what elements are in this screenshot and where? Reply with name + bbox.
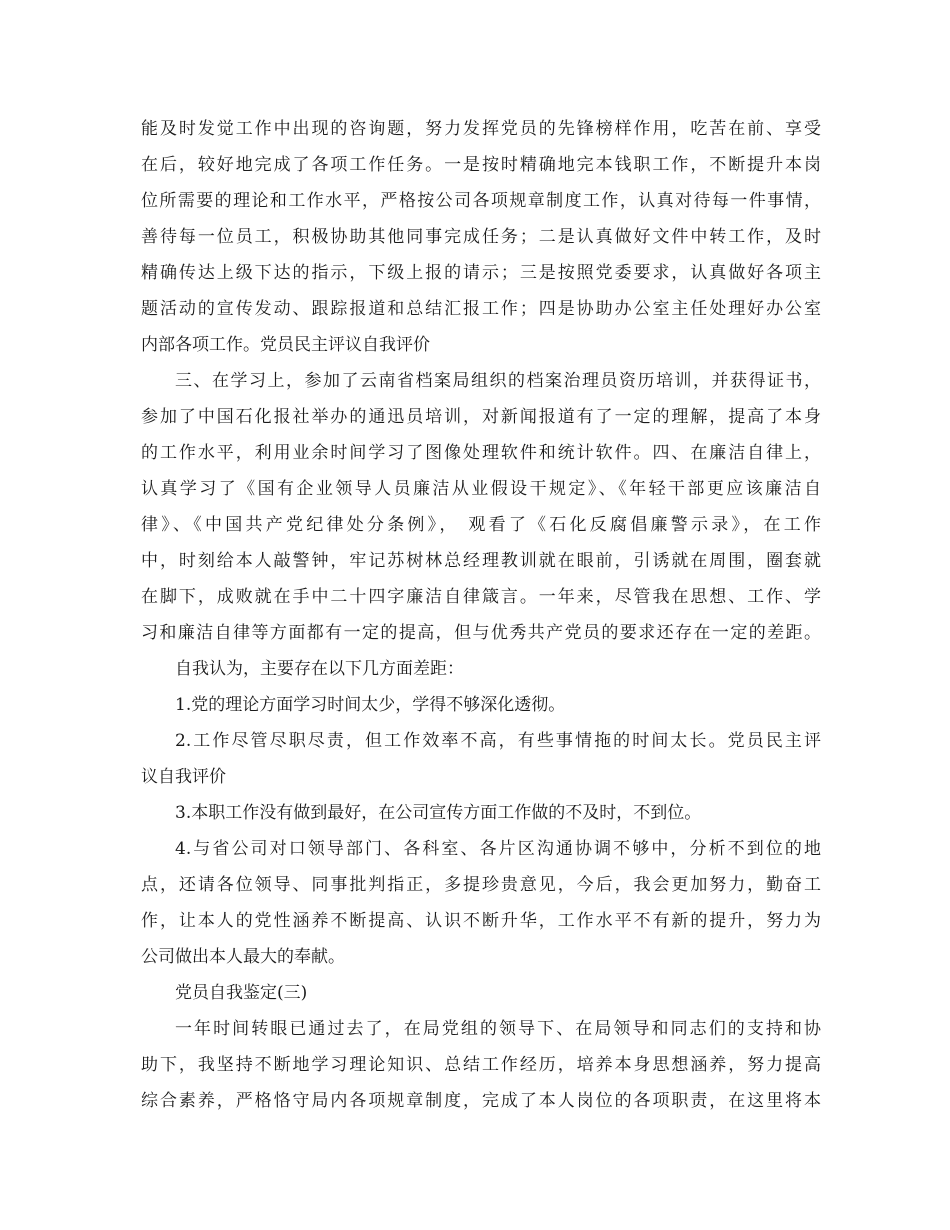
text-line: 参加了中国石化报社举办的通迅员培训，对新闻报道有了一定的理解，提高了本身 [141, 407, 821, 427]
text-line: 位所需要的理论和工作水平，严格按公司各项规章制度工作，认真对待每一件事情， [141, 191, 821, 211]
text-line: 善待每一位员工，积极协助其他同事完成任务；二是认真做好文件中转工作，及时 [141, 227, 821, 247]
text-line: 的工作水平，利用业余时间学习了图像处理软件和统计软件。四、在廉洁自律上， [141, 443, 821, 463]
list-item-3: 3.本职工作没有做到最好，在公司宣传方面工作做的不及时，不到位。 [175, 803, 702, 823]
text-line: 作，让本人的党性涵养不断提高、认识不断升华，工作水平不有新的提升，努力为 [141, 911, 821, 931]
list-item-4: 4.与省公司对口领导部门、各科室、各片区沟通协调不够中，分析不到位的地 [175, 839, 821, 859]
text-line: 在后，较好地完成了各项工作任务。一是按时精确地完本钱职工作，不断提升本岗 [141, 155, 821, 175]
text-line: 精确传达上级下达的指示，下级上报的请示；三是按照党委要求，认真做好各项主 [141, 263, 821, 283]
text-line: 议自我评价 [141, 767, 226, 787]
text-line: 题活动的宣传发动、跟踪报道和总结汇报工作；四是协助办公室主任处理好办公室 [141, 299, 821, 319]
text-line: 认真学习了《国有企业领导人员廉洁从业假设干规定》、《年轻干部更应该廉洁自 [141, 479, 821, 499]
text-line: 能及时发觉工作中出现的咨询题，努力发挥党员的先锋榜样作用，吃苦在前、享受 [141, 119, 821, 139]
list-item-2: 2.工作尽管尽职尽责，但工作效率不高，有些事情拖的时间太长。党员民主评 [175, 731, 821, 751]
text-line: 点，还请各位领导、同事批判指正，多提珍贵意见，今后，我会更加努力，勤奋工 [141, 875, 821, 895]
list-item-1: 1.党的理论方面学习时间太少，学得不够深化透彻。 [175, 695, 566, 715]
paragraph-start-line: 三、在学习上，参加了云南省档案局组织的档案治理员资历培训，并获得证书， [175, 371, 821, 391]
text-line: 习和廉洁自律等方面都有一定的提高，但与优秀共产党员的要求还存在一定的差距。 [141, 623, 821, 643]
section-heading: 党员自我鉴定(三) [175, 983, 308, 1003]
text-line: 在脚下，成败就在手中二十四字廉洁自律箴言。一年来，尽管我在思想、工作、学 [141, 587, 821, 607]
paragraph-start-line: 一年时间转眼已通过去了，在局党组的领导下、在局领导和同志们的支持和协 [175, 1019, 821, 1039]
text-line: 助下，我坚持不断地学习理论知识、总结工作经历，培养本身思想涵养，努力提高 [141, 1055, 821, 1075]
text-line: 公司做出本人最大的奉献。 [141, 947, 345, 967]
paragraph-start-line: 自我认为，主要存在以下几方面差距： [175, 659, 464, 679]
text-line: 综合素养，严格恪守局内各项规章制度，完成了本人岗位的各项职责，在这里将本 [141, 1091, 821, 1111]
text-line: 中，时刻给本人敲警钟，牢记苏树林总经理教训就在眼前，引诱就在周围，圈套就 [141, 551, 821, 571]
text-line: 律》、《中国共产党纪律处分条例》， 观看了《石化反腐倡廉警示录》，在工作 [141, 515, 821, 535]
text-line: 内部各项工作。党员民主评议自我评价 [141, 335, 430, 355]
